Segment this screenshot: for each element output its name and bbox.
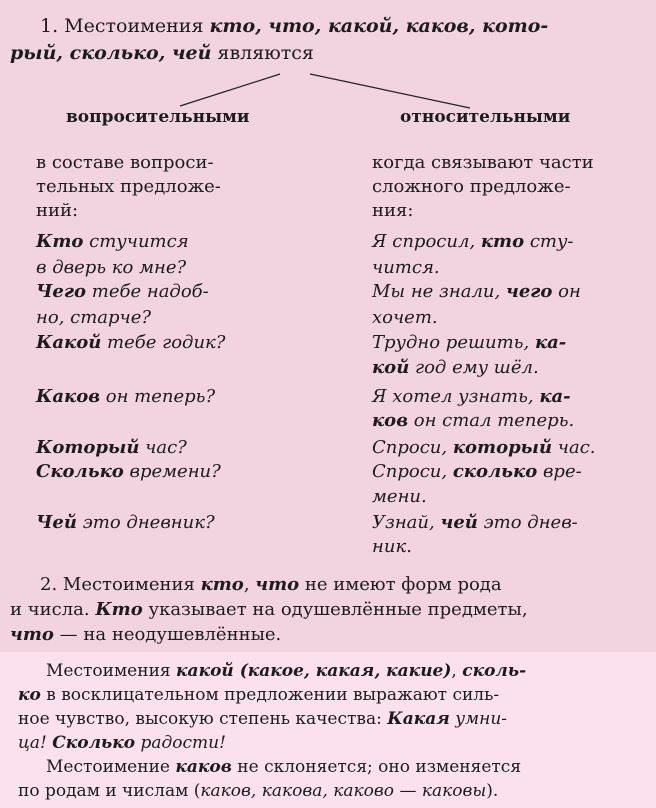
right-ex-11: мени. (372, 486, 427, 507)
intro-line-1: 1. Местоимения кто, что, какой, каков, кото- (40, 15, 549, 37)
left-ex-1: Кто стучится (36, 231, 189, 252)
right-ex-12: Узнай, чей это днев- (372, 512, 578, 533)
point2-line-2: и числа. Кто указывает на одушевлённые предметы, (10, 599, 528, 620)
right-ex-9: Спроси, который час. (372, 437, 596, 458)
left-ex-4: но, старче? (36, 307, 152, 328)
left-ex-5: Какой тебе годик? (36, 332, 226, 353)
intro-line-2: рый, сколько, чей являются (10, 42, 314, 64)
right-ex-7: Я хотел узнать, ка- (372, 386, 571, 407)
left-ex-8: Сколько времени? (36, 461, 221, 482)
right-ex-6: кой год ему шёл. (372, 357, 539, 378)
left-ex-9: Чей это дневник? (36, 512, 215, 533)
right-ex-10: Спроси, сколько вре- (372, 461, 582, 482)
right-ex-3: Мы не знали, чего он (372, 281, 581, 302)
note-line-1: Местоимения какой (какое, какая, какие), сколь- (46, 661, 527, 681)
note-line-2: ко в восклицательном предложении выражают силь- (18, 685, 500, 705)
right-ex-5: Трудно решить, ка- (372, 332, 567, 353)
right-ex-13: ник. (372, 536, 412, 557)
heading-interrogative: вопросительными (66, 107, 250, 127)
right-ex-2: чится. (372, 257, 440, 278)
note-line-3: ное чувство, высокую степень качества: Какая умни- (18, 709, 508, 729)
point2-line-1: 2. Местоимения кто, что не имеют форм рода (40, 574, 502, 595)
left-description: в составе вопроси- тельных предложе- ний: (36, 152, 221, 221)
heading-relative: относительными (400, 107, 571, 127)
note-line-5: Местоимение каков не склоняется; оно изменяется (46, 757, 522, 777)
note-line-4: ца! Сколько радости! (18, 733, 226, 753)
right-ex-8: ков он стал теперь. (372, 410, 575, 431)
branch-line-left (180, 74, 280, 106)
right-ex-4: хочет. (372, 307, 438, 328)
right-ex-1: Я спросил, кто сту- (372, 231, 574, 252)
right-description: когда связывают части сложного предложе- ния: (372, 152, 594, 221)
branch-line-right (310, 74, 470, 108)
point2-line-3: что — на неодушевлённые. (10, 624, 282, 645)
note-line-6: по родам и числам (каков, какова, каково — каковы). (18, 781, 499, 801)
left-ex-3: Чего тебе надоб- (36, 281, 209, 302)
left-ex-6: Каков он теперь? (36, 386, 216, 407)
left-ex-2: в дверь ко мне? (36, 257, 187, 278)
left-ex-7: Который час? (36, 437, 187, 458)
